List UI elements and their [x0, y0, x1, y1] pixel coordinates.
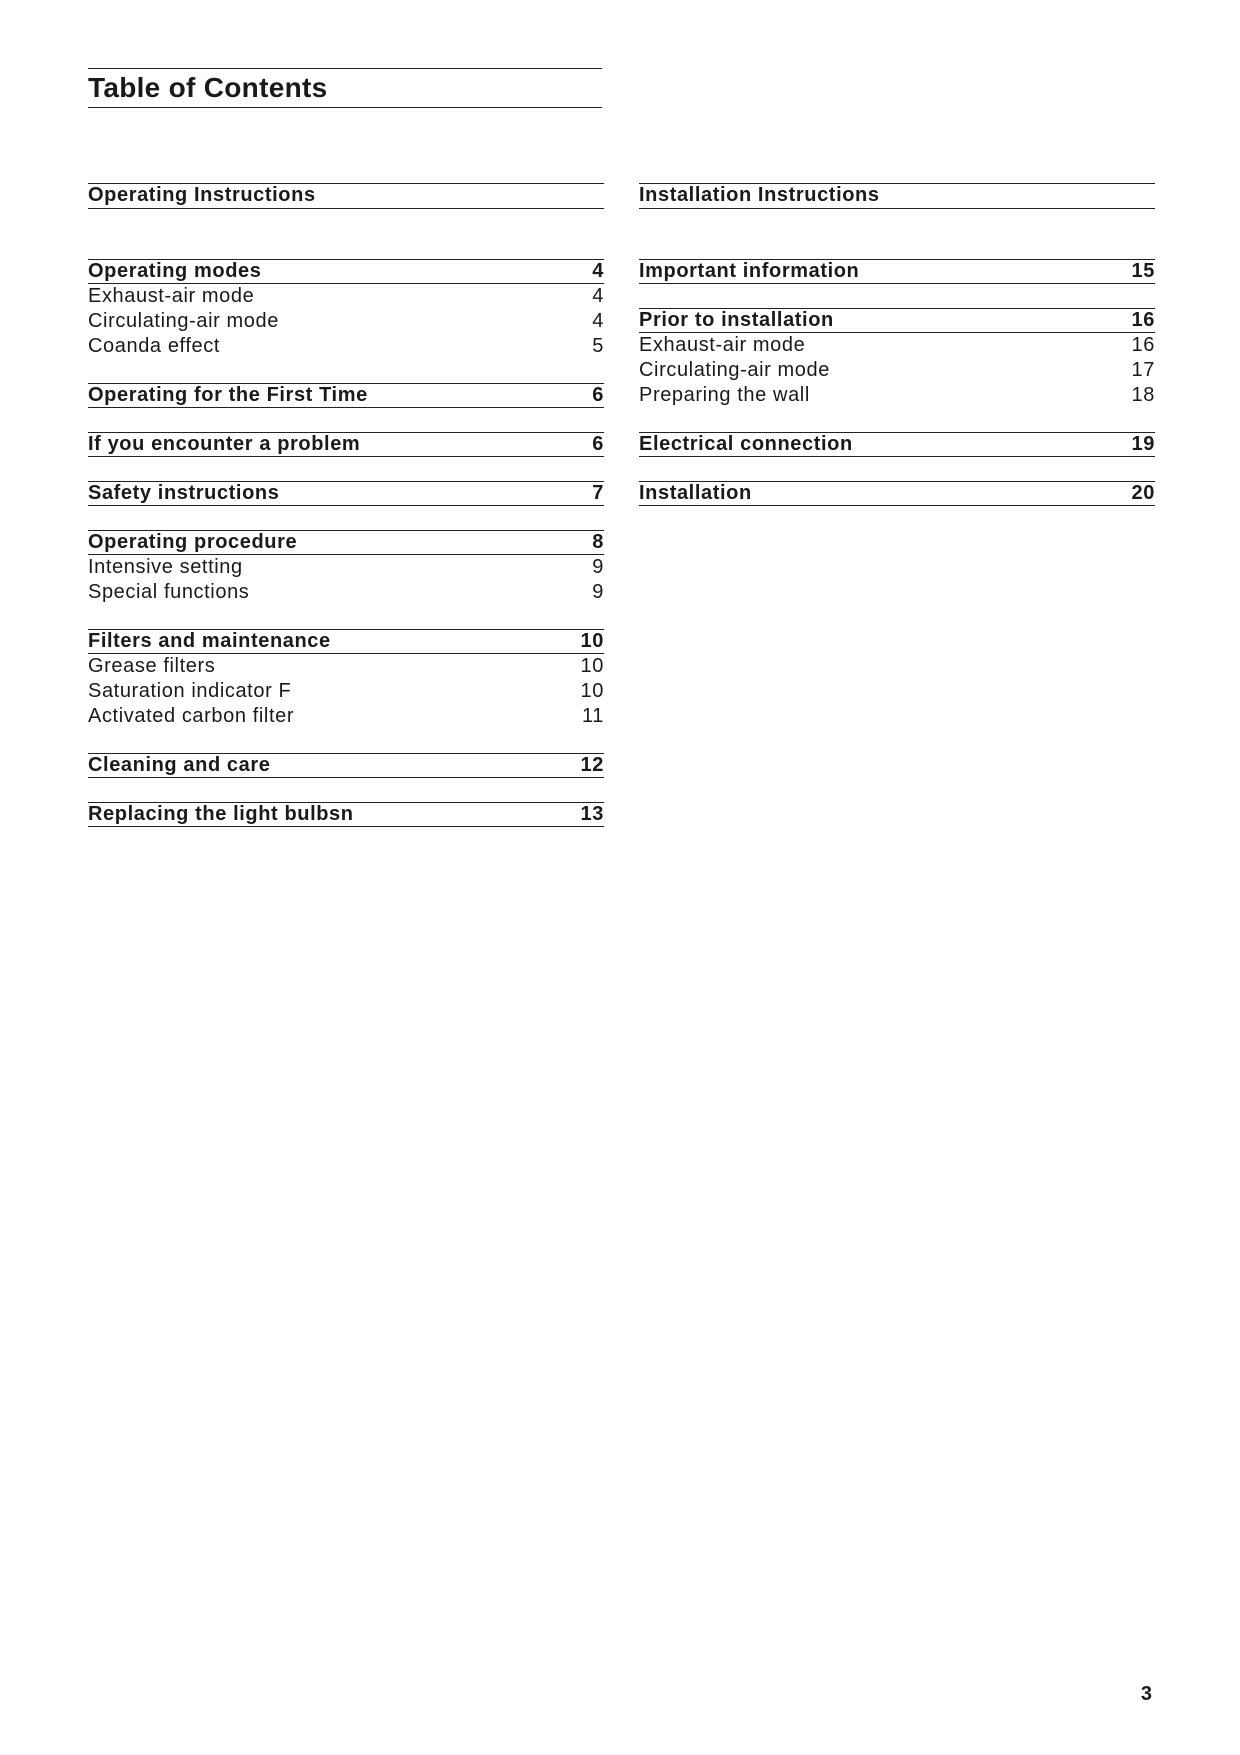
toc-chapter-entry[interactable] [88, 629, 604, 654]
toc-subentry-page: 10 [580, 655, 604, 677]
toc-subentry[interactable] [88, 654, 604, 679]
toc-subentry[interactable] [88, 334, 604, 359]
toc-subentry-page: 4 [592, 310, 604, 332]
installation-instructions-column [639, 183, 1155, 530]
toc-chapter-title: Installation [639, 482, 752, 504]
toc-subentry-label: Grease filters [88, 655, 216, 677]
toc-chapter-page: 19 [1131, 433, 1155, 455]
toc-chapter-title: Important information [639, 260, 860, 282]
toc-groups [88, 259, 604, 827]
toc-chapter-page: 20 [1131, 482, 1155, 504]
toc-chapter-title: Operating for the First Time [88, 384, 368, 406]
toc-subentry-label: Exhaust-air mode [88, 285, 255, 307]
toc-subentry[interactable] [88, 704, 604, 729]
toc-group [639, 432, 1155, 457]
toc-chapter-page: 8 [592, 531, 604, 553]
toc-chapter-page: 4 [592, 260, 604, 282]
toc-subentry-label: Preparing the wall [639, 384, 810, 406]
toc-chapter-entry[interactable] [639, 308, 1155, 333]
toc-subentry[interactable] [639, 358, 1155, 383]
toc-chapter-entry[interactable] [88, 432, 604, 457]
toc-subentry[interactable] [88, 284, 604, 309]
toc-chapter-title: Operating modes [88, 260, 262, 282]
toc-subentry-page: 5 [592, 335, 604, 357]
toc-subentry[interactable] [88, 679, 604, 704]
toc-subentry-label: Activated carbon filter [88, 705, 295, 727]
toc-group [639, 308, 1155, 408]
toc-chapter-entry[interactable] [639, 432, 1155, 457]
toc-group [88, 432, 604, 457]
toc-chapter-page: 12 [580, 754, 604, 776]
operating-instructions-column [88, 183, 604, 851]
toc-chapter-entry[interactable] [639, 259, 1155, 284]
toc-chapter-entry[interactable] [88, 753, 604, 778]
toc-group [88, 481, 604, 506]
toc-chapter-title: If you encounter a problem [88, 433, 361, 455]
toc-group [88, 629, 604, 729]
toc-chapter-title: Replacing the light bulbsn [88, 803, 354, 825]
toc-subentry[interactable] [88, 555, 604, 580]
toc-subentry-page: 9 [592, 581, 604, 603]
toc-group [88, 259, 604, 359]
page-title: Table of Contents [88, 72, 328, 103]
toc-subentry-label: Coanda effect [88, 335, 220, 357]
toc-subentry[interactable] [639, 333, 1155, 358]
toc-subentry-label: Intensive setting [88, 556, 243, 578]
toc-subentry-page: 16 [1131, 334, 1155, 356]
toc-chapter-page: 16 [1131, 309, 1155, 331]
toc-subentry-label: Saturation indicator F [88, 680, 292, 702]
toc-subentry-page: 4 [592, 285, 604, 307]
section-heading-operating: Operating Instructions [88, 183, 604, 209]
toc-chapter-page: 7 [592, 482, 604, 504]
toc-group [639, 259, 1155, 284]
toc-chapter-page: 13 [580, 803, 604, 825]
toc-subentry-page: 17 [1131, 359, 1155, 381]
toc-chapter-entry[interactable] [88, 383, 604, 408]
toc-subentry[interactable] [88, 309, 604, 334]
toc-subentry-label: Exhaust-air mode [639, 334, 806, 356]
toc-chapter-entry[interactable] [88, 481, 604, 506]
toc-group [88, 802, 604, 827]
toc-subentry-label: Circulating-air mode [639, 359, 830, 381]
toc-subentry[interactable] [88, 580, 604, 605]
toc-subentry-page: 18 [1131, 384, 1155, 406]
section-heading-installation: Installation Instructions [639, 183, 1155, 209]
toc-subentry-page: 9 [592, 556, 604, 578]
page-number: 3 [1140, 1683, 1152, 1705]
toc-subentry-page: 10 [580, 680, 604, 702]
toc-subentry[interactable] [639, 383, 1155, 408]
toc-chapter-title: Operating procedure [88, 531, 298, 553]
toc-chapter-title: Prior to installation [639, 309, 834, 331]
toc-subentry-label: Circulating-air mode [88, 310, 279, 332]
toc-group [88, 753, 604, 778]
toc-chapter-page: 15 [1131, 260, 1155, 282]
toc-chapter-title: Safety instructions [88, 482, 280, 504]
toc-group [88, 383, 604, 408]
toc-chapter-title: Electrical connection [639, 433, 853, 455]
toc-subentry-label: Special functions [88, 581, 250, 603]
toc-chapter-entry[interactable] [88, 259, 604, 284]
toc-chapter-title: Cleaning and care [88, 754, 271, 776]
page-title-block [88, 68, 602, 108]
toc-chapter-page: 6 [592, 433, 604, 455]
toc-group [639, 481, 1155, 506]
toc-chapter-entry[interactable] [639, 481, 1155, 506]
toc-groups [639, 259, 1155, 506]
toc-chapter-entry[interactable] [88, 802, 604, 827]
toc-chapter-entry[interactable] [88, 530, 604, 555]
toc-group [88, 530, 604, 605]
toc-subentry-page: 11 [582, 705, 604, 727]
toc-chapter-page: 10 [580, 630, 604, 652]
toc-chapter-title: Filters and maintenance [88, 630, 331, 652]
toc-chapter-page: 6 [592, 384, 604, 406]
